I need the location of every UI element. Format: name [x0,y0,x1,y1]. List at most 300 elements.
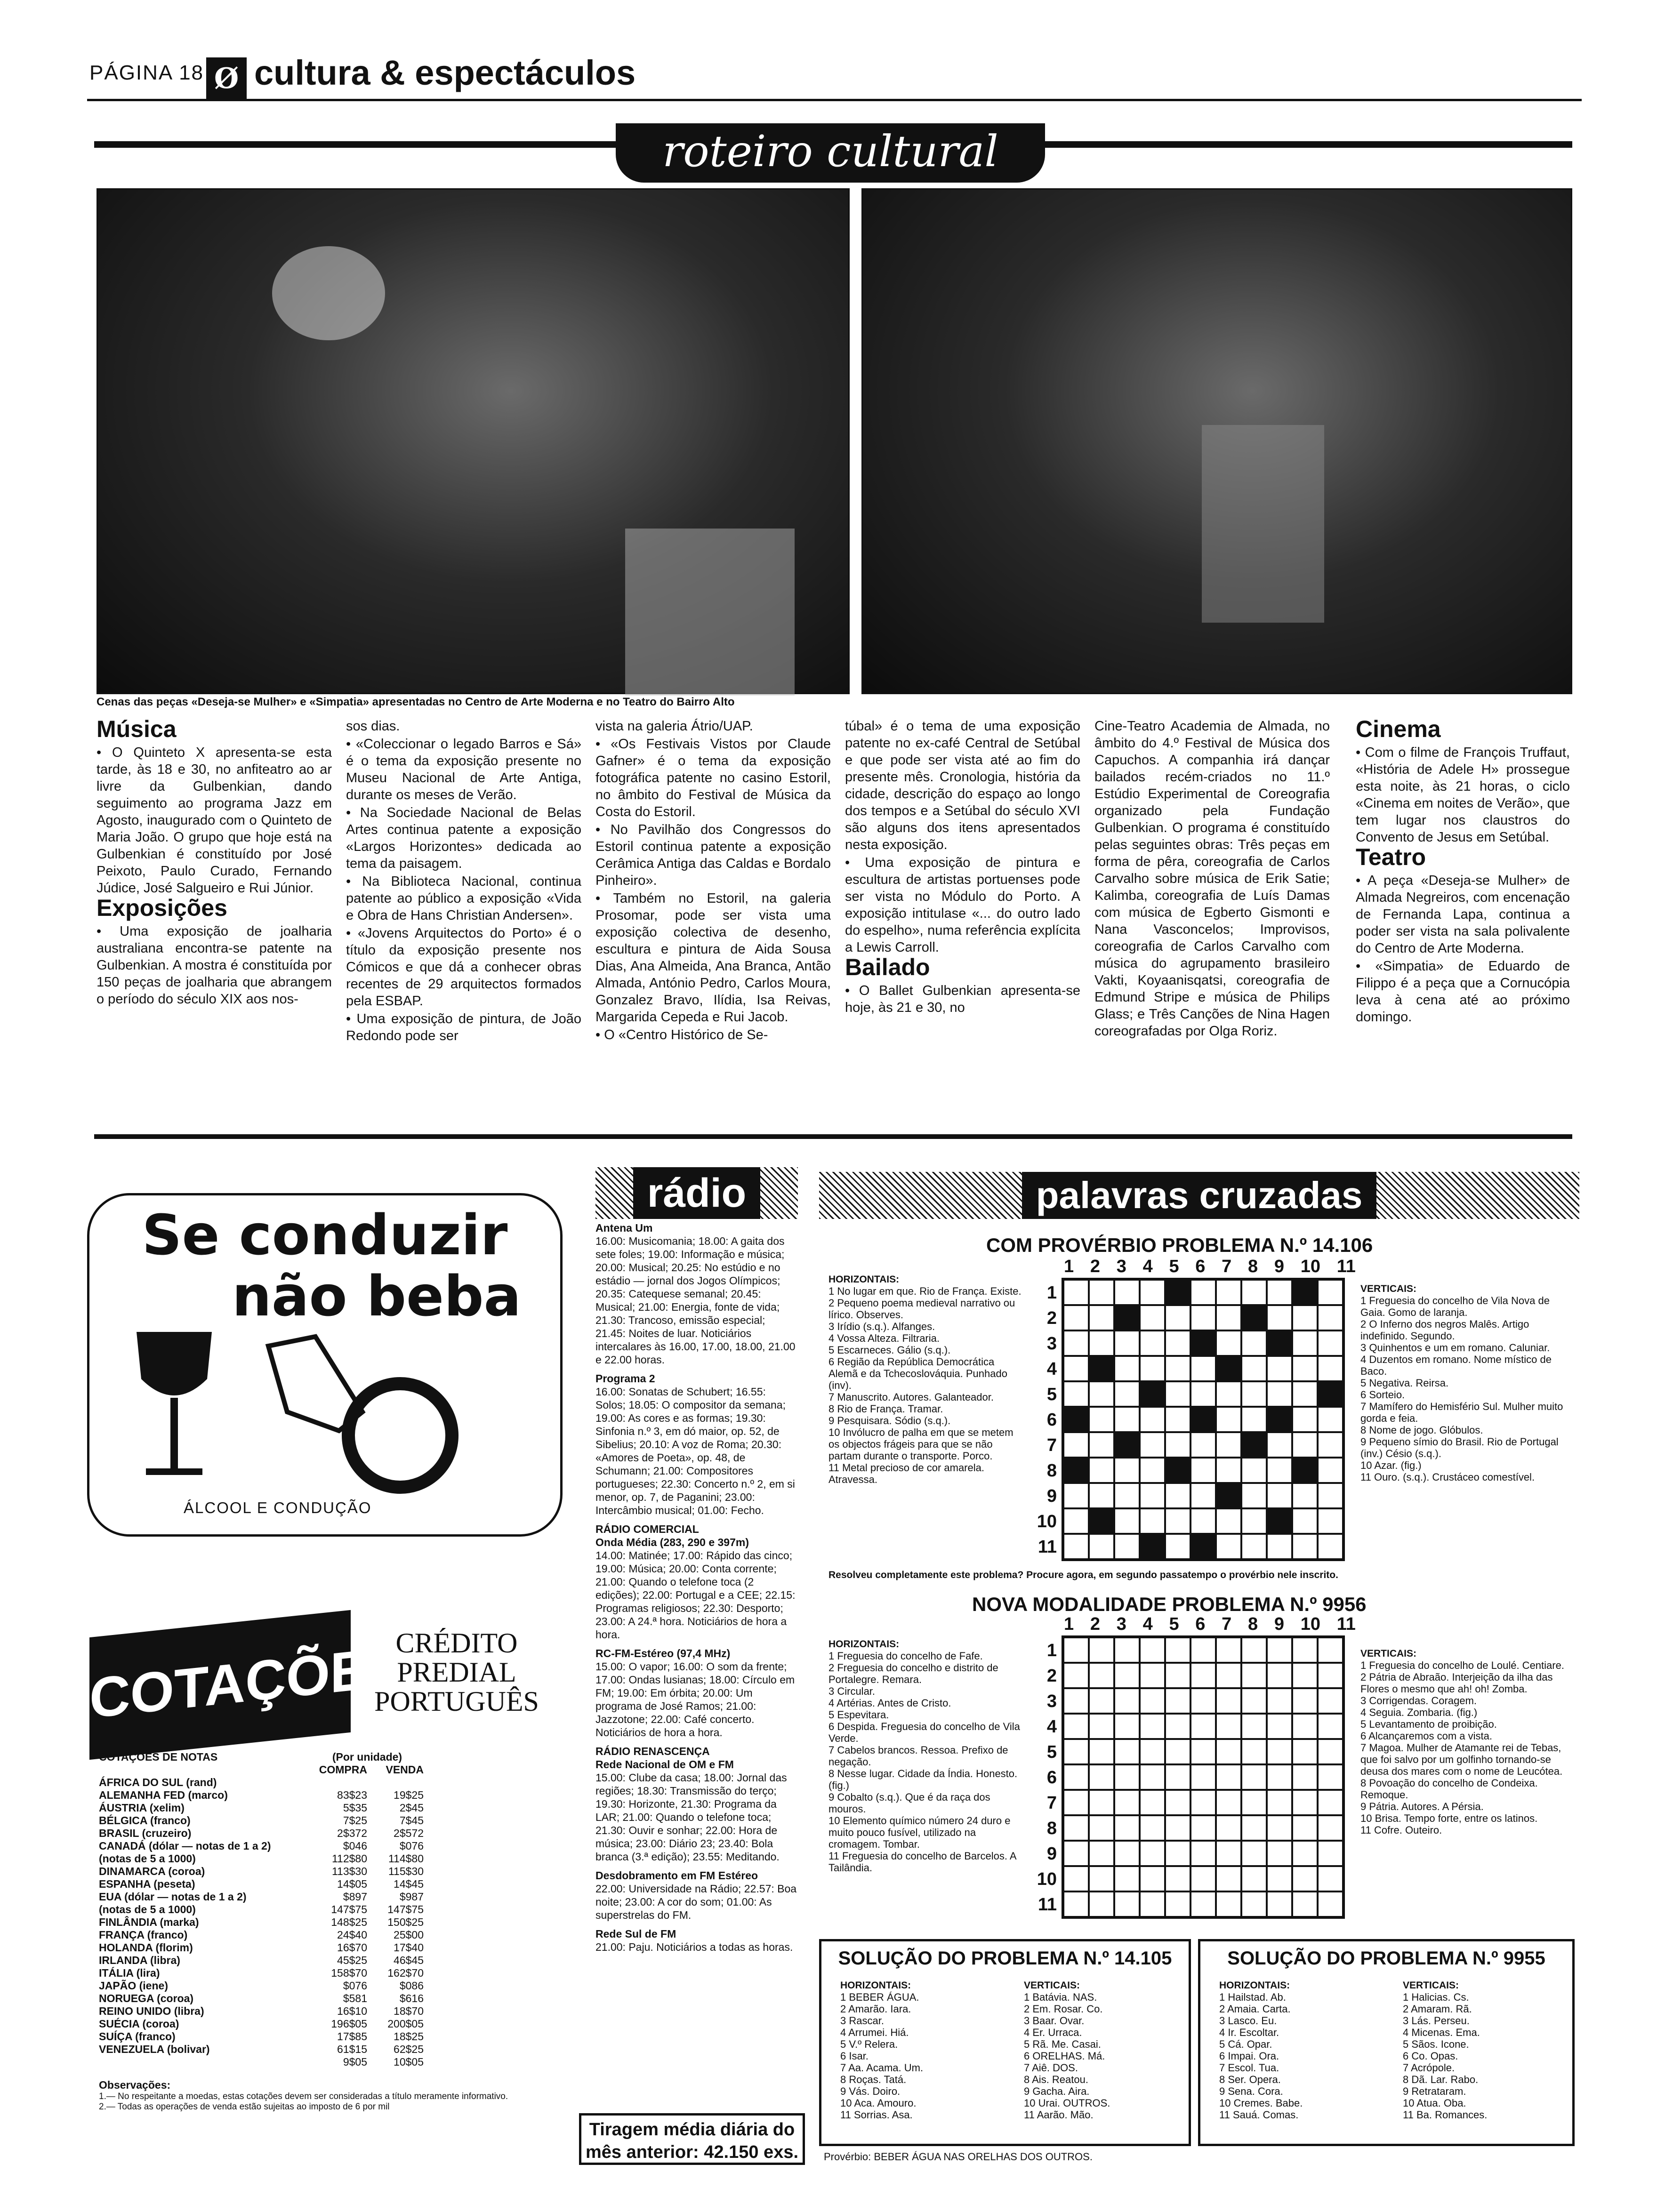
grid-cell[interactable] [1292,1305,1318,1330]
grid-cell[interactable] [1190,1432,1216,1458]
grid-cell[interactable] [1089,1483,1114,1508]
grid-cell[interactable] [1114,1714,1140,1739]
grid-cell[interactable] [1318,1534,1343,1559]
grid-number: 10 [1300,1614,1321,1634]
grid-cell[interactable] [1140,1891,1165,1917]
grid-cell[interactable] [1063,1508,1089,1534]
grid-cell[interactable] [1216,1534,1241,1559]
grid-cell[interactable] [1267,1637,1292,1663]
grid-cell[interactable] [1165,1330,1190,1356]
grid-cell[interactable] [1063,1714,1089,1739]
grid-cell[interactable] [1241,1663,1267,1688]
grid-cell[interactable] [1292,1407,1318,1432]
grid-cell[interactable] [1216,1637,1241,1663]
grid-cell[interactable] [1190,1739,1216,1764]
grid-cell[interactable] [1267,1534,1292,1559]
sell-value: 162$70 [387,1967,424,1979]
grid-cell[interactable] [1140,1866,1165,1891]
grid-cell[interactable] [1241,1330,1267,1356]
grid-cell[interactable] [1165,1815,1190,1841]
grid-cell[interactable] [1165,1458,1190,1483]
grid-cell[interactable] [1267,1841,1292,1866]
grid-cell[interactable] [1165,1280,1190,1305]
grid-cell[interactable] [1089,1891,1114,1917]
grid-cell[interactable] [1190,1508,1216,1534]
grid-number: 6 [1046,1768,1057,1787]
grid-cell[interactable] [1292,1739,1318,1764]
grid-cell[interactable] [1216,1458,1241,1483]
grid-cell[interactable] [1165,1637,1190,1663]
grid-cell[interactable] [1140,1637,1165,1663]
grid-cell[interactable] [1267,1663,1292,1688]
grid-cell[interactable] [1114,1866,1140,1891]
table-row [99,1814,523,1827]
grid-cell[interactable] [1063,1790,1089,1815]
grid-cell[interactable] [1165,1688,1190,1714]
grid-cell[interactable] [1089,1637,1114,1663]
grid-cell[interactable] [1318,1508,1343,1534]
grid-cell[interactable] [1190,1841,1216,1866]
grid-cell[interactable] [1140,1305,1165,1330]
grid-cell[interactable] [1089,1790,1114,1815]
grid-cell[interactable] [1140,1508,1165,1534]
solution-vertical: 7 Aiê. DOS. [1024,2062,1078,2074]
currency-name: ITÁLIA (lira) [99,1967,160,1979]
grid-cell[interactable] [1165,1790,1190,1815]
grid-cell[interactable] [1140,1841,1165,1866]
grid-cell[interactable] [1190,1866,1216,1891]
solution-horizontal: 11 Sauá. Comas. [1219,2109,1299,2121]
grid-cell[interactable] [1318,1280,1343,1305]
grid-cell[interactable] [1114,1739,1140,1764]
grid-cell[interactable] [1063,1280,1089,1305]
grid-cell[interactable] [1292,1790,1318,1815]
grid-cell[interactable] [1241,1841,1267,1866]
clue-vertical: 3 Corrigendas. Coragem. [1360,1695,1477,1707]
grid-cell[interactable] [1190,1330,1216,1356]
grid-cell[interactable] [1063,1330,1089,1356]
clue-vertical: 6 Sorteio. [1360,1389,1405,1401]
grid-cell[interactable] [1089,1305,1114,1330]
grid-cell[interactable] [1140,1280,1165,1305]
grid-cell[interactable] [1216,1790,1241,1815]
grid-cell[interactable] [1216,1891,1241,1917]
grid-cell[interactable] [1089,1866,1114,1891]
solution-vertical: 10 Atua. Oba. [1403,2097,1466,2109]
grid-cell[interactable] [1114,1458,1140,1483]
buy-value: 14$05 [337,1878,367,1890]
grid-cell[interactable] [1063,1866,1089,1891]
grid-cell[interactable] [1216,1305,1241,1330]
grid-cell[interactable] [1216,1714,1241,1739]
buy-value: 16$10 [337,2005,367,2017]
grid-cell[interactable] [1216,1280,1241,1305]
grid-cell[interactable] [1165,1714,1190,1739]
grid-cell[interactable] [1318,1432,1343,1458]
grid-cell[interactable] [1089,1815,1114,1841]
grid-cell[interactable] [1114,1483,1140,1508]
grid-cell[interactable] [1063,1458,1089,1483]
grid-number: 4 [1046,1359,1057,1379]
grid-cell[interactable] [1241,1688,1267,1714]
grid-cell[interactable] [1292,1330,1318,1356]
grid-cell[interactable] [1165,1841,1190,1866]
grid-cell[interactable] [1089,1663,1114,1688]
grid-cell[interactable] [1190,1663,1216,1688]
grid-cell[interactable] [1318,1330,1343,1356]
radio-banner [595,1167,798,1219]
grid-cell[interactable] [1292,1663,1318,1688]
grid-cell[interactable] [1063,1483,1089,1508]
grid-cell[interactable] [1089,1764,1114,1790]
grid-cell[interactable] [1216,1815,1241,1841]
buy-value: 158$70 [331,1967,367,1979]
table-row [99,1802,523,1814]
grid-cell[interactable] [1114,1891,1140,1917]
grid-cell[interactable] [1318,1458,1343,1483]
grid-cell[interactable] [1216,1688,1241,1714]
grid-cell[interactable] [1267,1866,1292,1891]
grid-cell[interactable] [1318,1637,1343,1663]
radio-antena-um: Antena Um [595,1222,653,1234]
solution2-title: SOLUÇÃO DO PROBLEMA N.º 9955 [1227,1948,1545,1969]
grid-cell[interactable] [1318,1305,1343,1330]
grid-cell[interactable] [1267,1739,1292,1764]
grid-cell[interactable] [1267,1432,1292,1458]
grid-cell[interactable] [1114,1663,1140,1688]
grid-cell[interactable] [1190,1280,1216,1305]
grid-cell[interactable] [1089,1688,1114,1714]
grid-cell[interactable] [1140,1407,1165,1432]
grid-cell[interactable] [1216,1483,1241,1508]
grid-cell[interactable] [1318,1714,1343,1739]
grid-cell[interactable] [1140,1483,1165,1508]
buy-value: 45$25 [337,1954,367,1966]
photo-caption: Cenas das peças «Deseja-se Mulher» e «Simpatia» apresentadas no Centro de Arte Moderna e no Teatro do Bairro Alto [97,696,735,708]
grid-cell[interactable] [1165,1305,1190,1330]
grid-cell[interactable] [1318,1663,1343,1688]
grid-cell[interactable] [1216,1381,1241,1407]
grid-cell[interactable] [1089,1458,1114,1483]
radio-t1: 16.00: Musicomania; 18.00: A gaita dos sete foles; 19.00: Informação e música; 20.00: Musical; 20.25: No estúdio e no estádio — jornal dos Jogos Olímpicos; 20.35: Catequese semanal; 20.45: Musical; 21.00: Energia, fonte de vida; 21.30: Trancoso, emissão especial; 21.45: Noites de luar. Noticiários intercalares às 16.00, 17.00, 18.00, 21.00 e 22.00 horas. [595,1235,796,1366]
grid-cell[interactable] [1216,1866,1241,1891]
grid-cell[interactable] [1318,1866,1343,1891]
solution-vertical: 1 Halicias. Cs. [1403,1991,1469,2003]
grid-cell[interactable] [1165,1508,1190,1534]
grid-cell[interactable] [1292,1866,1318,1891]
grid-cell[interactable] [1318,1356,1343,1381]
clue-horizontal: 10 Invólucro de palha em que se metem os objectos frágeis para que se não partam durante o transporte. Porco. [828,1427,1014,1462]
ad-se-conduzir [87,1193,563,1537]
sell-value: 18$70 [394,2005,424,2017]
grid-cell[interactable] [1063,1764,1089,1790]
grid-cell[interactable] [1318,1739,1343,1764]
grid-cell[interactable] [1140,1381,1165,1407]
grid-cell[interactable] [1063,1305,1089,1330]
solution-vertical: 8 Ais. Reatou. [1024,2074,1088,2085]
grid-cell[interactable] [1063,1407,1089,1432]
grid-cell[interactable] [1267,1407,1292,1432]
grid-cell[interactable] [1267,1688,1292,1714]
grid-cell[interactable] [1292,1841,1318,1866]
grid-cell[interactable] [1216,1432,1241,1458]
grid-cell[interactable] [1140,1356,1165,1381]
grid-cell[interactable] [1140,1764,1165,1790]
grid-cell[interactable] [1241,1815,1267,1841]
crossword-grid-1[interactable] [1062,1278,1345,1561]
grid-cell[interactable] [1089,1381,1114,1407]
grid-cell[interactable] [1114,1841,1140,1866]
grid-cell[interactable] [1292,1688,1318,1714]
grid-cell[interactable] [1241,1356,1267,1381]
grid-number: 9 [1274,1257,1285,1276]
grid-cell[interactable] [1190,1790,1216,1815]
solution-horizontal: 11 Sorrias. Asa. [840,2109,913,2121]
grid-cell[interactable] [1267,1764,1292,1790]
grid-cell[interactable] [1292,1483,1318,1508]
grid-cell[interactable] [1267,1483,1292,1508]
grid-cell[interactable] [1063,1815,1089,1841]
grid-cell[interactable] [1089,1508,1114,1534]
grid-cell[interactable] [1267,1815,1292,1841]
grid-cell[interactable] [1241,1866,1267,1891]
grid-cell[interactable] [1267,1280,1292,1305]
photo-simpatia [861,188,1572,694]
grid-cell[interactable] [1292,1432,1318,1458]
grid-cell[interactable] [1114,1688,1140,1714]
clue-vertical: 2 O Inferno dos negros Malês. Artigo indefinido. Segundo. [1360,1318,1529,1342]
grid-cell[interactable] [1165,1381,1190,1407]
grid-cell[interactable] [1063,1841,1089,1866]
grid-cell[interactable] [1190,1714,1216,1739]
grid-cell[interactable] [1267,1458,1292,1483]
clue-vertical: 8 Povoação do concelho de Condeixa. Remoque. [1360,1777,1538,1801]
text-c2-4: • Na Biblioteca Nacional, continua patente ao público a exposição «Vida e Obra de Hans Christian Andersen». [346,874,581,923]
grid-cell[interactable] [1165,1356,1190,1381]
grid-cell[interactable] [1241,1891,1267,1917]
grid-cell[interactable] [1190,1458,1216,1483]
grid-cell[interactable] [1267,1330,1292,1356]
grid-cell[interactable] [1190,1764,1216,1790]
grid-cell[interactable] [1114,1637,1140,1663]
grid-cell[interactable] [1292,1637,1318,1663]
grid-cell[interactable] [1063,1739,1089,1764]
grid-cell[interactable] [1216,1764,1241,1790]
grid-cell[interactable] [1292,1764,1318,1790]
grid-cell[interactable] [1114,1381,1140,1407]
grid-cell[interactable] [1114,1356,1140,1381]
grid-cell[interactable] [1190,1815,1216,1841]
heading-cinema: Cinema [1356,716,1441,742]
grid-cell[interactable] [1292,1356,1318,1381]
grid-cell[interactable] [1089,1739,1114,1764]
grid-cell[interactable] [1292,1714,1318,1739]
grid-cell[interactable] [1292,1891,1318,1917]
grid-cell[interactable] [1140,1815,1165,1841]
grid-cell[interactable] [1216,1739,1241,1764]
solution-horizontal: 5 V.º Relera. [840,2038,898,2050]
clue-horizontal: 7 Manuscrito. Autores. Galanteador. [828,1391,994,1403]
grid-cell[interactable] [1267,1891,1292,1917]
text-c2-6: • Uma exposição de pintura, de João Redondo pode ser [346,1011,581,1043]
grid-cell[interactable] [1216,1356,1241,1381]
grid-cell[interactable] [1165,1866,1190,1891]
currency-name: (notas de 5 a 1000) [99,1903,196,1915]
grid-cell[interactable] [1292,1534,1318,1559]
clue-vertical: 8 Nome de jogo. Glóbulos. [1360,1424,1483,1436]
text-c3-2: • «Os Festivais Vistos por Claude Gafner» é o tema da exposição fotográfica patente no casino Estoril, no âmbito do Festival de Música da Costa do Estoril. [595,737,831,819]
grid-cell[interactable] [1318,1764,1343,1790]
grid-cell[interactable] [1267,1381,1292,1407]
grid-cell[interactable] [1267,1356,1292,1381]
crossword-grid-2[interactable] [1062,1635,1345,1919]
grid-cell[interactable] [1190,1407,1216,1432]
grid-cell[interactable] [1318,1407,1343,1432]
grid-cell[interactable] [1216,1407,1241,1432]
grid-cell[interactable] [1165,1534,1190,1559]
grid-cell[interactable] [1063,1356,1089,1381]
grid-cell[interactable] [1216,1663,1241,1688]
grid-cell[interactable] [1140,1790,1165,1815]
grid-cell[interactable] [1267,1790,1292,1815]
grid-cell[interactable] [1241,1305,1267,1330]
sell-value: 17$40 [394,1941,424,1954]
solution-horizontal: 8 Roças. Tatá. [840,2074,907,2085]
grid-cell[interactable] [1140,1663,1165,1688]
grid-cell[interactable] [1241,1432,1267,1458]
grid-cell[interactable] [1140,1330,1165,1356]
cotacoes-rows [99,1776,523,2068]
grid-cell[interactable] [1241,1483,1267,1508]
grid-cell[interactable] [1241,1637,1267,1663]
grid-cell[interactable] [1063,1891,1089,1917]
currency-name [99,2056,311,2068]
grid-cell[interactable] [1241,1407,1267,1432]
ad-line2: não beba [232,1264,522,1329]
grid-cell[interactable] [1165,1483,1190,1508]
grid-cell[interactable] [1089,1432,1114,1458]
grid-number: 6 [1046,1410,1057,1430]
grid-cell[interactable] [1190,1483,1216,1508]
grid-cell[interactable] [1140,1714,1165,1739]
grid-cell[interactable] [1292,1458,1318,1483]
grid-cell[interactable] [1114,1508,1140,1534]
grid-cell[interactable] [1140,1534,1165,1559]
grid-cell[interactable] [1267,1305,1292,1330]
grid-cell[interactable] [1267,1714,1292,1739]
table-row [99,1891,523,1903]
text-c3-4: • Também no Estoril, na galeria Prosomar, pode ser vista uma exposição colectiva de desenho, escultura e pintura de Aida Sousa Dias, Ana Almeida, Ana Branca, Antão Almada, António Pedro, Carlos Moura, Gonzalez Bravo, Ilídia, Isa Reivas, Margarida Cepeda e Rui Jacob. [595,891,831,1025]
grid-cell[interactable] [1114,1280,1140,1305]
bank-line1: CRÉDITO [395,1627,518,1659]
grid-cell[interactable] [1063,1688,1089,1714]
grid-cell[interactable] [1089,1407,1114,1432]
grid-cell[interactable] [1241,1764,1267,1790]
grid-cell[interactable] [1318,1381,1343,1407]
grid-cell[interactable] [1241,1280,1267,1305]
grid-cell[interactable] [1318,1891,1343,1917]
currency-name: FINLÂNDIA (marka) [99,1916,199,1928]
grid-cell[interactable] [1241,1790,1267,1815]
grid-cell[interactable] [1216,1841,1241,1866]
grid-cell[interactable] [1292,1381,1318,1407]
grid-cell[interactable] [1190,1637,1216,1663]
grid-cell[interactable] [1063,1637,1089,1663]
grid-cell[interactable] [1165,1764,1190,1790]
grid-cell[interactable] [1216,1330,1241,1356]
grid-cell[interactable] [1114,1432,1140,1458]
grid-cell[interactable] [1190,1356,1216,1381]
grid-cell[interactable] [1114,1534,1140,1559]
grid-cell[interactable] [1241,1508,1267,1534]
grid-cell[interactable] [1216,1508,1241,1534]
grid-cell[interactable] [1241,1381,1267,1407]
grid-cell[interactable] [1063,1663,1089,1688]
grid-cell[interactable] [1318,1841,1343,1866]
grid-cell[interactable] [1292,1280,1318,1305]
grid-cell[interactable] [1140,1458,1165,1483]
grid-cell[interactable] [1063,1381,1089,1407]
grid-cell[interactable] [1241,1534,1267,1559]
grid-cell[interactable] [1089,1356,1114,1381]
grid-cell[interactable] [1114,1790,1140,1815]
grid-cell[interactable] [1318,1688,1343,1714]
grid-cell[interactable] [1190,1534,1216,1559]
grid-cell[interactable] [1241,1714,1267,1739]
grid-cell[interactable] [1241,1739,1267,1764]
grid-cell[interactable] [1140,1688,1165,1714]
grid-cell[interactable] [1292,1815,1318,1841]
grid-cell[interactable] [1165,1739,1190,1764]
grid-cell[interactable] [1140,1739,1165,1764]
p2-hz-label: HORIZONTAIS: [828,1639,900,1650]
grid-cell[interactable] [1190,1381,1216,1407]
grid-cell[interactable] [1318,1815,1343,1841]
s1-hz-label: HORIZONTAIS: [840,1980,911,1991]
radio-comercial: RÁDIO COMERCIAL [595,1523,699,1535]
grid-cell[interactable] [1114,1764,1140,1790]
grid-cell[interactable] [1089,1330,1114,1356]
grid-cell[interactable] [1165,1407,1190,1432]
sell-value: 114$80 [388,1852,424,1865]
grid-cell[interactable] [1190,1305,1216,1330]
grid-cell[interactable] [1140,1432,1165,1458]
grid-cell[interactable] [1063,1432,1089,1458]
grid-cell[interactable] [1089,1841,1114,1866]
grid-cell[interactable] [1292,1508,1318,1534]
grid-cell[interactable] [1089,1714,1114,1739]
grid-cell[interactable] [1318,1483,1343,1508]
grid-cell[interactable] [1165,1663,1190,1688]
grid-cell[interactable] [1318,1790,1343,1815]
grid-cell[interactable] [1089,1534,1114,1559]
grid-cell[interactable] [1114,1330,1140,1356]
grid-cell[interactable] [1165,1432,1190,1458]
grid-cell[interactable] [1089,1280,1114,1305]
grid-cell[interactable] [1114,1407,1140,1432]
clue-vertical: 4 Duzentos em romano. Nome místico de Baco. [1360,1354,1552,1377]
grid-cell[interactable] [1241,1458,1267,1483]
grid-cell[interactable] [1165,1891,1190,1917]
grid-cell[interactable] [1063,1534,1089,1559]
grid-cell[interactable] [1190,1688,1216,1714]
grid-cell[interactable] [1114,1815,1140,1841]
grid-cell[interactable] [1190,1891,1216,1917]
grid-cell[interactable] [1114,1305,1140,1330]
cruzadas-title: palavras cruzadas [1022,1172,1377,1219]
sell-value: 10$05 [394,2056,424,2068]
grid-cell[interactable] [1267,1508,1292,1534]
